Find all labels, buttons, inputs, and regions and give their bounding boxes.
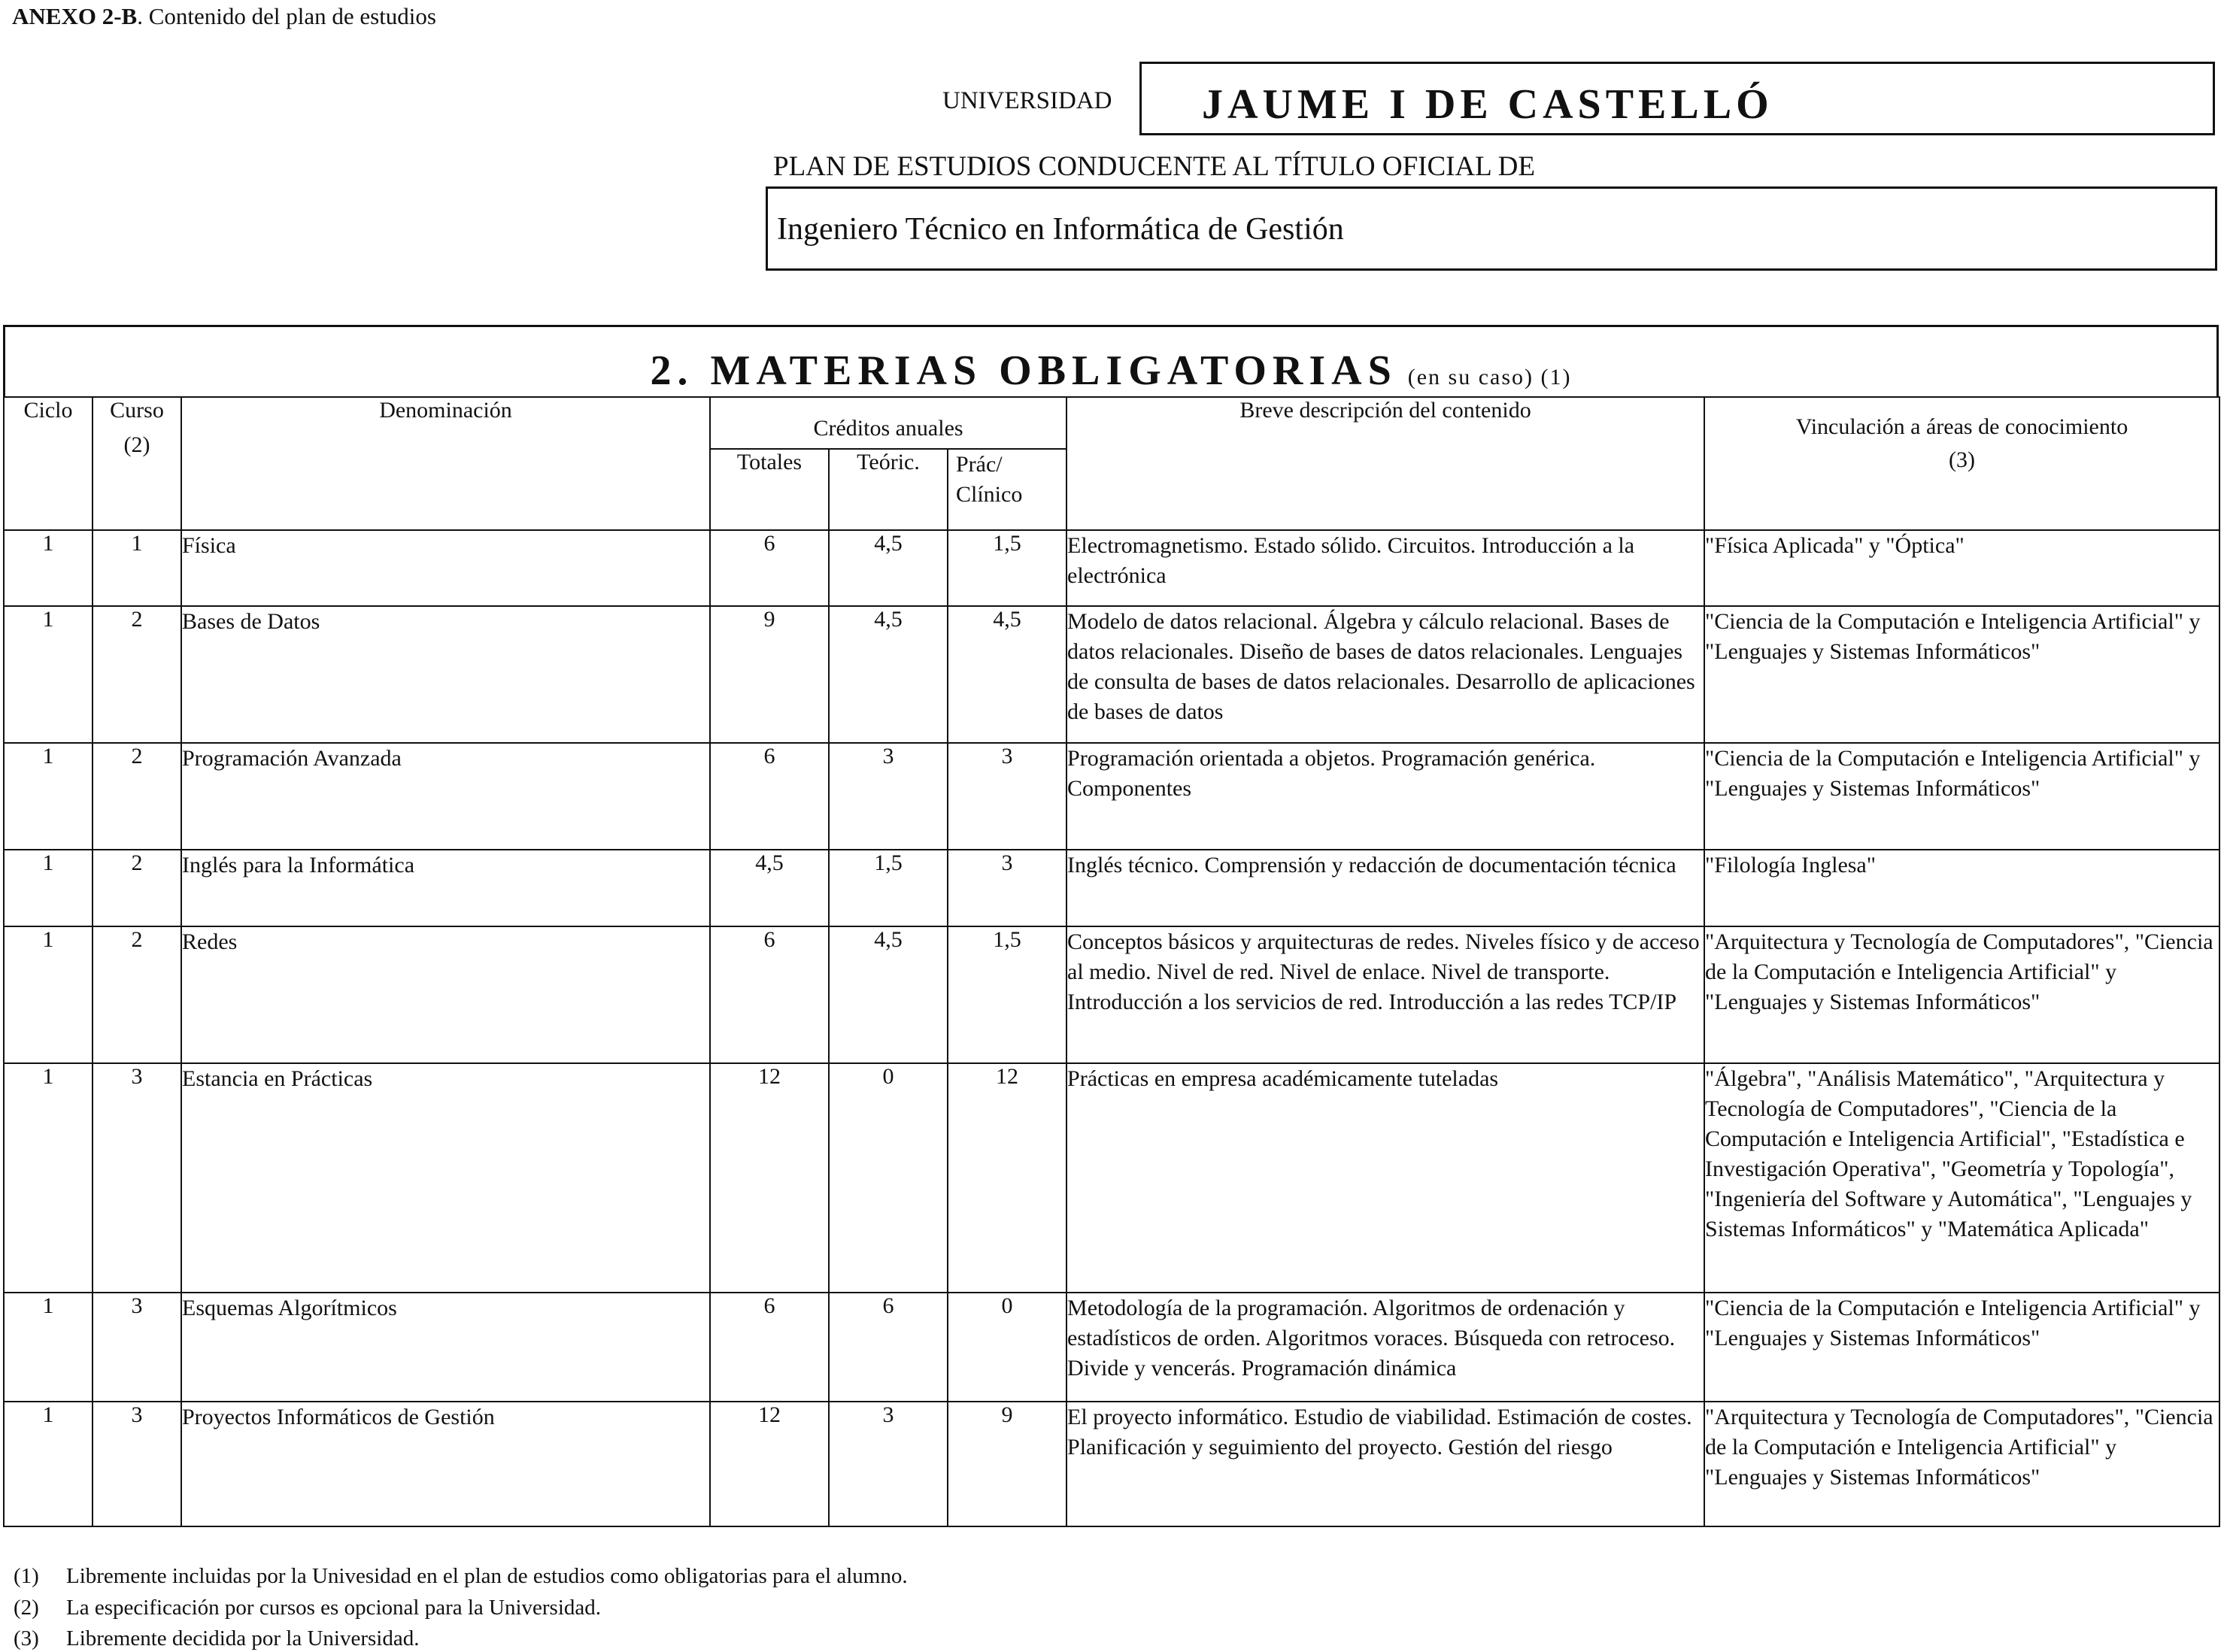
cell-prac: 1,5	[948, 530, 1066, 606]
table-row	[4, 743, 2219, 850]
subjects-table	[3, 396, 2220, 1527]
cell-vinculacion: "Ciencia de la Computación e Inteligencia Artificial" y "Lenguajes y Sistemas Informáticos"	[1704, 743, 2219, 850]
col-prac	[948, 449, 1066, 530]
cell-vinculacion: "Filología Inglesa"	[1704, 850, 2219, 926]
col-descripcion: Breve descripción del contenido	[1066, 397, 1704, 530]
col-prac-label: Prác/	[956, 452, 1003, 477]
cell-totales: 6	[710, 530, 829, 606]
cell-ciclo: 1	[4, 1293, 93, 1402]
cell-totales: 6	[710, 1293, 829, 1402]
section-heading-box	[3, 325, 2219, 397]
cell-vinculacion: "Ciencia de la Computación e Inteligencia Artificial" y "Lenguajes y Sistemas Informáticos"	[1704, 606, 2219, 743]
cell-descripcion: Inglés técnico. Comprensión y redacción de documentación técnica	[1066, 850, 1704, 926]
university-name: JAUME I DE CASTELLÓ	[1202, 81, 1773, 128]
col-curso	[93, 397, 181, 530]
subjects-table-body	[4, 530, 2219, 1526]
footnote-number: (2)	[14, 1596, 39, 1620]
cell-totales: 9	[710, 606, 829, 743]
cell-teoric: 3	[829, 743, 948, 850]
annex-heading	[12, 3, 436, 30]
cell-vinculacion: "Ciencia de la Computación e Inteligencia Artificial" y "Lenguajes y Sistemas Informáticos"	[1704, 1293, 2219, 1402]
annex-label: ANEXO 2-B	[12, 3, 138, 29]
section-title	[650, 347, 1571, 395]
cell-prac: 0	[948, 1293, 1066, 1402]
cell-vinculacion: "Arquitectura y Tecnología de Computadores", "Ciencia de la Computación e Inteligencia Artificial" y "Lenguajes y Sistemas Informáticos"	[1704, 1402, 2219, 1526]
cell-descripcion: Programación orientada a objetos. Programación genérica. Componentes	[1066, 743, 1704, 850]
cell-denominacion: Proyectos Informáticos de Gestión	[181, 1402, 710, 1526]
col-curso-label: Curso	[110, 398, 164, 423]
footnote-text: Libremente decidida por la Universidad.	[66, 1626, 420, 1650]
cell-ciclo: 1	[4, 1063, 93, 1293]
cell-curso: 3	[93, 1063, 181, 1293]
cell-denominacion: Física	[181, 530, 710, 606]
footnote	[14, 1626, 419, 1651]
cell-curso: 3	[93, 1402, 181, 1526]
cell-prac: 3	[948, 743, 1066, 850]
col-vinculacion-label: Vinculación a áreas de conocimiento	[1795, 414, 2128, 439]
footnote	[14, 1564, 908, 1589]
plan-label: PLAN DE ESTUDIOS CONDUCENTE AL TÍTULO OFICIAL DE	[773, 151, 1535, 182]
cell-teoric: 1,5	[829, 850, 948, 926]
degree-title-box	[766, 186, 2217, 271]
cell-prac: 12	[948, 1063, 1066, 1293]
cell-denominacion: Estancia en Prácticas	[181, 1063, 710, 1293]
col-vinculacion	[1704, 397, 2219, 530]
cell-ciclo: 1	[4, 926, 93, 1063]
cell-totales: 6	[710, 926, 829, 1063]
footnote-number: (1)	[14, 1564, 39, 1588]
cell-curso: 3	[93, 1293, 181, 1402]
cell-descripcion: Prácticas en empresa académicamente tuteladas	[1066, 1063, 1704, 1293]
col-teoric: Teóric.	[829, 449, 948, 530]
cell-teoric: 4,5	[829, 530, 948, 606]
col-creditos: Créditos anuales	[710, 397, 1066, 449]
university-label: UNIVERSIDAD	[942, 87, 1112, 114]
cell-ciclo: 1	[4, 743, 93, 850]
col-prac-label-2: Clínico	[956, 482, 1023, 507]
cell-descripcion: Conceptos básicos y arquitecturas de redes. Niveles físico y de acceso al medio. Nivel de red. Nivel de enlace. Nivel de transporte. Introducción a los servicios de red. Introducción a las redes TCP/IP	[1066, 926, 1704, 1063]
cell-teoric: 0	[829, 1063, 948, 1293]
degree-title: Ingeniero Técnico en Informática de Gestión	[777, 212, 1344, 247]
table-row	[4, 850, 2219, 926]
cell-descripcion: Electromagnetismo. Estado sólido. Circuitos. Introducción a la electrónica	[1066, 530, 1704, 606]
table-row	[4, 530, 2219, 606]
cell-teoric: 6	[829, 1293, 948, 1402]
cell-denominacion: Programación Avanzada	[181, 743, 710, 850]
table-row	[4, 1063, 2219, 1293]
footnote	[14, 1596, 601, 1620]
cell-prac: 9	[948, 1402, 1066, 1526]
table-row	[4, 926, 2219, 1063]
section-title-text: 2. MATERIAS OBLIGATORIAS	[650, 347, 1397, 394]
cell-prac: 4,5	[948, 606, 1066, 743]
cell-vinculacion: "Arquitectura y Tecnología de Computadores", "Ciencia de la Computación e Inteligencia Artificial" y "Lenguajes y Sistemas Informáticos"	[1704, 926, 2219, 1063]
col-totales: Totales	[710, 449, 829, 530]
cell-ciclo: 1	[4, 1402, 93, 1526]
cell-curso: 2	[93, 606, 181, 743]
col-vinculacion-note: (3)	[1949, 447, 1976, 472]
cell-teoric: 4,5	[829, 926, 948, 1063]
cell-vinculacion: "Álgebra", "Análisis Matemático", "Arquitectura y Tecnología de Computadores", "Ciencia de la Computación e Inteligencia Artificial", "Estadística e Investigación Operativa", "Geometría y Topología", "Ingeniería del Software y Automática", "Lenguajes y Sistemas Informáticos" y "Matemática Aplicada"	[1704, 1063, 2219, 1293]
cell-teoric: 4,5	[829, 606, 948, 743]
cell-denominacion: Bases de Datos	[181, 606, 710, 743]
table-row	[4, 606, 2219, 743]
col-ciclo: Ciclo	[4, 397, 93, 530]
footnote-number: (3)	[14, 1626, 39, 1650]
cell-totales: 6	[710, 743, 829, 850]
cell-descripcion: El proyecto informático. Estudio de viabilidad. Estimación de costes. Planificación y seguimiento del proyecto. Gestión del riesgo	[1066, 1402, 1704, 1526]
cell-prac: 1,5	[948, 926, 1066, 1063]
cell-ciclo: 1	[4, 530, 93, 606]
cell-curso: 2	[93, 743, 181, 850]
table-row	[4, 1402, 2219, 1526]
cell-descripcion: Metodología de la programación. Algoritmos de ordenación y estadísticos de orden. Algoritmos voraces. Búsqueda con retroceso. Divide y vencerás. Programación dinámica	[1066, 1293, 1704, 1402]
cell-descripcion: Modelo de datos relacional. Álgebra y cálculo relacional. Bases de datos relacionales. Diseño de bases de datos relacionales. Lenguajes de consulta de bases de datos relacionales. Desarrollo de aplicaciones de bases de datos	[1066, 606, 1704, 743]
university-box	[1139, 62, 2215, 135]
cell-vinculacion: "Física Aplicada" y "Óptica"	[1704, 530, 2219, 606]
section-subtitle: (en su caso) (1)	[1407, 365, 1572, 390]
cell-denominacion: Inglés para la Informática	[181, 850, 710, 926]
cell-curso: 2	[93, 850, 181, 926]
cell-curso: 2	[93, 926, 181, 1063]
footnote-text: La especificación por cursos es opcional para la Universidad.	[66, 1596, 602, 1620]
cell-totales: 12	[710, 1402, 829, 1526]
annex-subtitle: . Contenido del plan de estudios	[137, 3, 436, 29]
cell-ciclo: 1	[4, 606, 93, 743]
col-curso-note: (2)	[123, 432, 150, 457]
table-row	[4, 1293, 2219, 1402]
cell-prac: 3	[948, 850, 1066, 926]
cell-denominacion: Redes	[181, 926, 710, 1063]
cell-curso: 1	[93, 530, 181, 606]
cell-ciclo: 1	[4, 850, 93, 926]
cell-totales: 4,5	[710, 850, 829, 926]
col-denominacion: Denominación	[181, 397, 710, 530]
footnote-text: Libremente incluidas por la Univesidad en el plan de estudios como obligatorias para el alumno.	[66, 1564, 908, 1588]
cell-totales: 12	[710, 1063, 829, 1293]
cell-teoric: 3	[829, 1402, 948, 1526]
cell-denominacion: Esquemas Algorítmicos	[181, 1293, 710, 1402]
